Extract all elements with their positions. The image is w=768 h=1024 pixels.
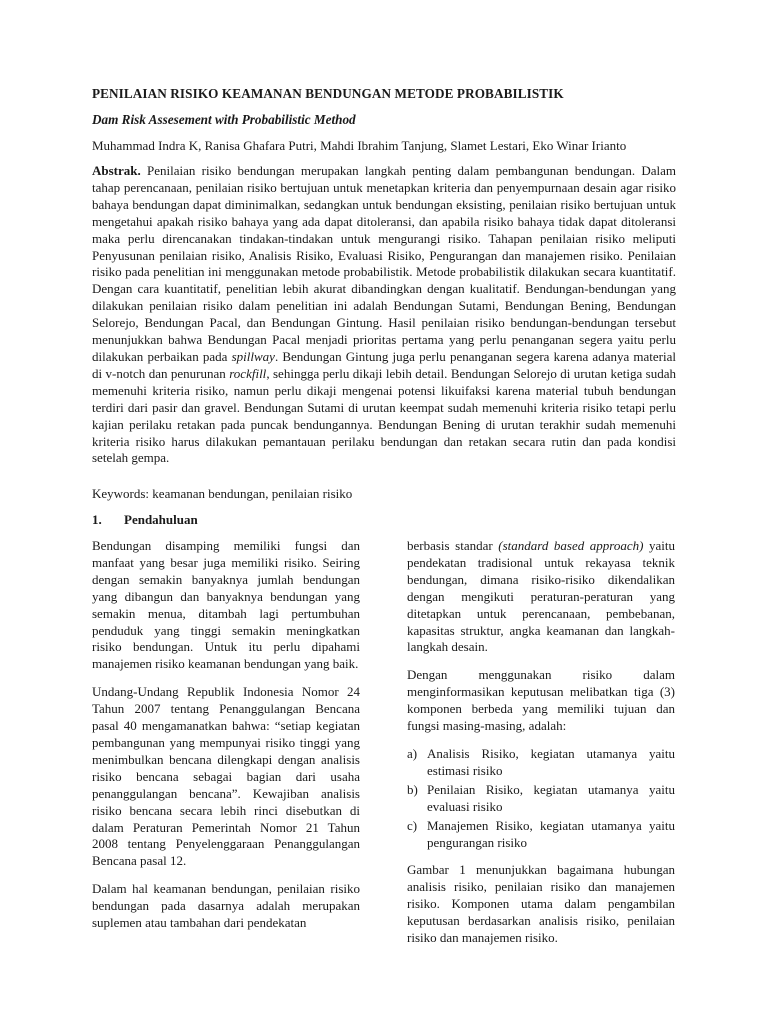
right-paragraph-2: Dengan menggunakan risiko dalam menginformasikan keputusan melibatkan tiga (3) komponen berbeda yang memiliki tujuan dan fungsi masing-masing, adalah: [407, 667, 675, 734]
paper-subtitle: Dam Risk Assesement with Probabilistic Method [92, 112, 356, 127]
left-paragraph-1: Bendungan disamping memiliki fungsi dan manfaat yang besar juga memiliki risiko. Seiring dengan semakin banyaknya jumlah bendungan yang dibangun dan banyaknya bendungan yang semakin menua, ditambah lagi pertumbuhan penduduk yang tinggi semakin meningkatkan risiko bendungan. Untuk itu perlu dipahami manajemen risiko keamanan bendungan yang baik. [92, 538, 360, 672]
section-number: 1. [92, 512, 102, 527]
right-paragraph-1-rest: yaitu pendekatan tradisional untuk rekayasa teknik bendungan, dimana risiko-risiko dikendalikan dengan mengikuti peraturan-peraturan yang ditetapkan untuk perencanaan, pembebanan, kapasitas struktur, angka keamanan dan langkah-langkah desain. [407, 538, 675, 655]
abstract-text-2: . Bendungan Gintung juga perlu penanganan segera karena adanya material di v-notch dan penurunan [92, 348, 676, 381]
right-column [407, 538, 675, 958]
right-paragraph-1-start: berbasis standar [407, 538, 499, 553]
right-paragraph-3: Gambar 1 menunjukkan bagaimana hubungan analisis risiko, penilaian risiko dan manajemen risiko. Komponen utama dalam pengambilan keputusan berdasarkan analisis risiko, penilaian risiko dan manajemen risiko. [407, 862, 675, 946]
list-text: Analisis Risiko, kegiatan utamanya yaitu estimasi risiko [427, 745, 675, 778]
right-paragraph-1 [407, 538, 675, 656]
left-paragraph-3: Dalam hal keamanan bendungan, penilaian risiko bendungan pada dasarnya adalah merupakan suplemen atau tambahan dari pendekatan [92, 881, 360, 931]
abstract-italic-spillway: spillway [231, 348, 275, 364]
right-paragraph-1-italic: (standard based approach) [498, 538, 644, 553]
list-marker: c) [407, 817, 418, 833]
left-paragraph-2: Undang-Undang Republik Indonesia Nomor 24 Tahun 2007 tentang Penanggulangan Bencana pasal 40 mengamanatkan bahwa: “setiap kegiatan pembangunan yang mempunyai risiko tinggi yang menimbulkan bencana dilengkapi dengan analisis risiko bencana sebagai bagian dari usaha penanggulangan bencana”. Kewajiban analisis risiko bencana secara lebih rinci disebutkan di dalam Peraturan Pemerintah Nomor 21 Tahun 2008 tentang Penyelenggaraan Penanggulangan Bencana pasal 12. [92, 684, 360, 869]
abstract [92, 163, 676, 467]
section-heading [92, 512, 198, 528]
list-item [407, 782, 675, 816]
abstract-label: Abstrak. [92, 163, 141, 178]
list-text: Penilaian Risiko, kegiatan utamanya yaitu evaluasi risiko [427, 781, 675, 814]
list-text: Manajemen Risiko, kegiatan utamanya yaitu pengurangan risiko [427, 817, 675, 850]
component-list [407, 746, 675, 851]
abstract-text-3: , sehingga perlu dikaji lebih detail. Bendungan Selorejo di urutan ketiga sudah memenuhi kriteria risiko, namun perlu dikaji mengenai potensi likuifaksi karena material tubuh bendungan terdiri dari pasir dan gravel. Bendungan Sutami di urutan keempat sudah memenuhi kriteria risiko tetapi perlu kajian perilaku retakan pada puncak bendungannya. Bendungan Bening di urutan terakhir sudah memenuhi kriteria risiko harus dilakukan pemantauan perilaku bendungan dan retakan secara rutin dan pada kondisi setelah gempa. [92, 365, 676, 466]
list-marker: b) [407, 781, 418, 797]
list-item [407, 818, 675, 852]
author-list: Muhammad Indra K, Ranisa Ghafara Putri, Mahdi Ibrahim Tanjung, Slamet Lestari, Eko Winar Irianto [92, 138, 627, 153]
keywords: Keywords: keamanan bendungan, penilaian risiko [92, 486, 353, 501]
abstract-italic-rockfill: rockfill [229, 365, 267, 381]
abstract-text-1: Penilaian risiko bendungan merupakan langkah penting dalam pembangunan bendungan. Dalam tahap perencanaan, penilaian risiko bertujuan untuk menetapkan kriteria dan penyempurnaan desain agar risiko bahaya bendungan dapat diminimalkan, sedangkan untuk bendungan eksisting, penilaian risiko bertujuan untuk mengetahui apakah risiko bahaya yang ada dapat ditoleransi, dan apabila risiko bahaya tidak dapat ditoleransi maka perlu direncanakan tindakan-tindakan untuk mengurangi risiko. Tahapan penilaian risiko meliputi Penyusunan penilaian risiko, Analisis Risiko, Evaluasi Risiko, Pengurangan dan manajemen risiko. Penilaian risiko pada penelitian ini menggunakan metode probabilistik. Metode probabilistik dilakukan secara kuantitatif. Dengan cara kuantitatif, penelitian lebih akurat dibandingkan dengan kualitatif. Bendungan-bendungan yang dilakukan penilaian risiko dalam penelitian ini adalah Bendungan Sutami, Bendungan Bening, Bendungan Selorejo, Bendungan Pacal, dan Bendungan Gintung. Hasil penilaian risiko bendungan-bendungan tersebut menunjukkan bahwa Bendungan Pacal menjadi prioritas pertama yang perlu penanganan segera yaitu perlu dilakukan perbaikan pada [92, 163, 676, 364]
paper-title: PENILAIAN RISIKO KEAMANAN BENDUNGAN METODE PROBABILISTIK [92, 86, 564, 101]
section-title: Pendahuluan [124, 512, 198, 527]
list-marker: a) [407, 745, 418, 761]
left-column [92, 538, 360, 943]
list-item [407, 746, 675, 780]
